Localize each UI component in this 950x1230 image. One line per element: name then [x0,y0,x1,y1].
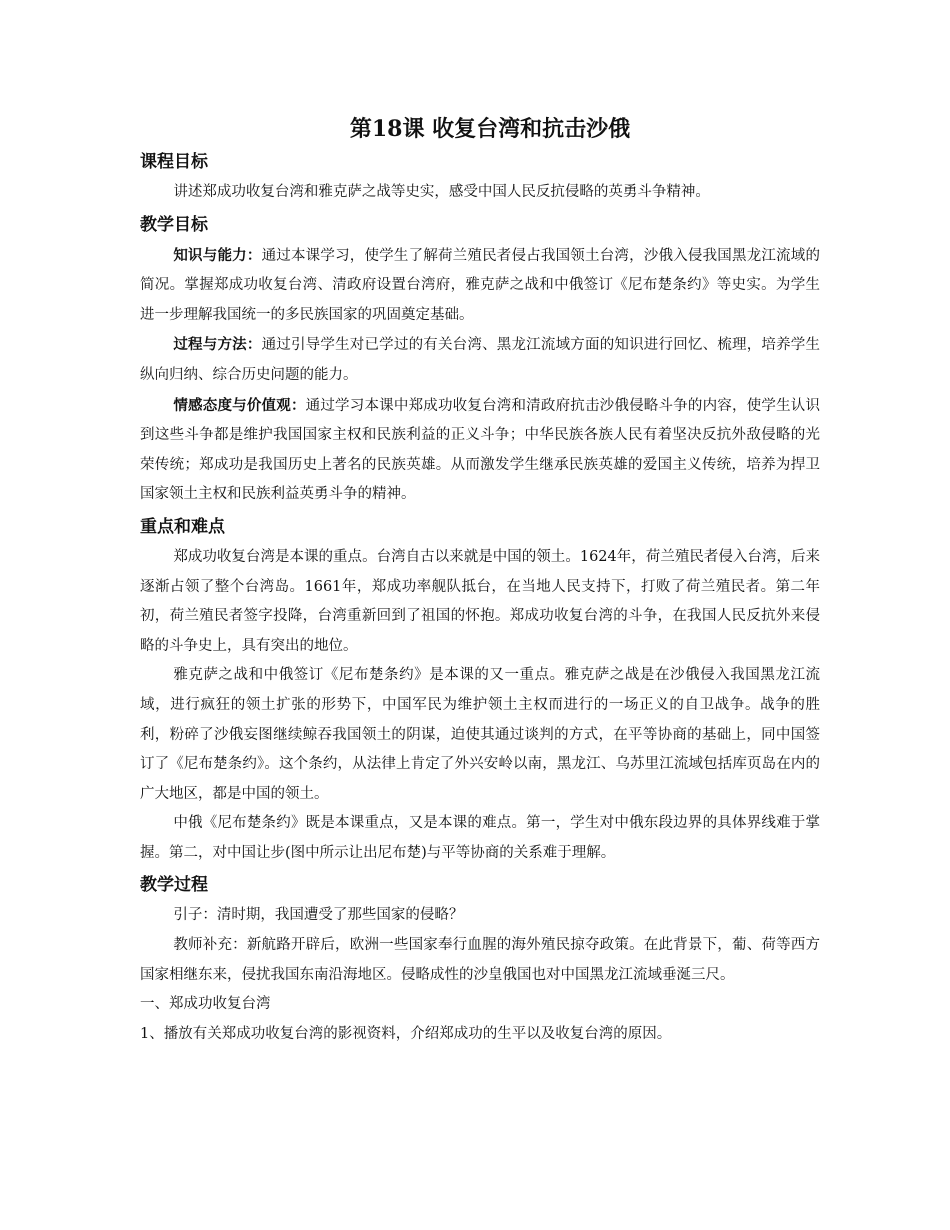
knowledge-ability-text: 通过本课学习，使学生了解荷兰殖民者侵占我国领土台湾，沙俄入侵我国黑龙江流域的简况。掌握郑成功收复台湾、清政府设置台湾府，雅克萨之战和中俄签订《尼布楚条约》等史实。为学生进一步理解我国统一的多民族国家的巩固奠定基础。 [140,247,821,323]
process-teacher-supplement: 教师补充：新航路开辟后，欧洲一些国家奉行血腥的海外殖民掠夺政策。在此背景下，葡、荷等西方国家相继东来，侵扰我国东南沿海地区。侵略成性的沙皇俄国也对中国黑龙江流域垂涎三尺。 [140,937,820,983]
key-point-paragraph-2: 雅克萨之战和中俄签订《尼布楚条约》是本课的又一重点。雅克萨之战是在沙俄侵入我国黑龙江流域，进行疯狂的领土扩张的形势下，中国军民为维护领土主权而进行的一场正义的自卫战争。战争的胜利，粉碎了沙俄妄图继续鲸吞我国领土的阴谋，迫使其通过谈判的方式，在平等协商的基础上，同中国签订了《尼布楚条约》。这个条约，从法律上肯定了外兴安岭以南，黑龙江、乌苏里江流域包括库页岛在内的广大地区，都是中国的领土。 [140,667,820,802]
emotion-value-paragraph [140,391,820,510]
course-goal-heading: 课程目标 [140,152,208,172]
process-item-1: 1、播放有关郑成功收复台湾的影视资料，介绍郑成功的生平以及收复台湾的原因。 [140,1025,672,1042]
process-intro: 引子：清时期，我国遭受了那些国家的侵略？ [173,907,464,924]
process-method-lead: 过程与方法： [173,336,262,354]
process-method-paragraph [140,330,820,390]
process-method-text: 通过引导学生对已学过的有关台湾、黑龙江流域方面的知识进行回忆、梳理，培养学生纵向归纳、综合历史问题的能力。 [140,337,821,383]
teaching-process-heading: 教学过程 [140,875,208,896]
document-title: 第18课 收复台湾和抗击沙俄 [349,116,631,142]
course-goal-text: 讲述郑成功收复台湾和雅克萨之战等史实，感受中国人民反抗侵略的英勇斗争精神。 [173,184,710,200]
key-point-paragraph-3: 中俄《尼布楚条约》既是本课重点，又是本课的难点。第一，学生对中俄东段边界的具体界线难于掌握。第二，对中国让步(图中所示让出尼布楚)与平等协商的关系难于理解。 [140,815,820,861]
process-part-1-title: 一、郑成功收复台湾 [140,996,271,1013]
document-page [140,112,820,1049]
key-point-paragraph-1: 郑成功收复台湾是本课的重点。台湾自古以来就是中国的领土。1624年，荷兰殖民者侵入台湾，后来逐渐占领了整个台湾岛。1661年，郑成功率舰队抵台，在当地人民支持下，打败了荷兰殖民者。第二年初，荷兰殖民者签字投降，台湾重新回到了祖国的怀抱。郑成功收复台湾的斗争，在我国人民反抗外来侵略的斗争史上，具有突出的地位。 [140,548,820,654]
teaching-goal-heading: 教学目标 [140,214,208,235]
knowledge-ability-lead: 知识与能力： [173,246,262,264]
emotion-value-lead: 情感态度与价值观： [173,396,306,414]
knowledge-ability-paragraph [140,241,820,331]
emotion-value-text: 通过学习本课中郑成功收复台湾和清政府抗击沙俄侵略斗争的内容，使学生认识到这些斗争都是维护我国国家主权和民族利益的正义斗争；中华民族各族人民有着坚决反抗外敌侵略的光荣传统；郑成功是我国历史上著名的民族英雄。从而激发学生继承民族英雄的爱国主义传统，培养为捍卫国家领土主权和民族利益英勇斗争的精神。 [140,397,820,503]
key-points-heading: 重点和难点 [140,516,225,537]
